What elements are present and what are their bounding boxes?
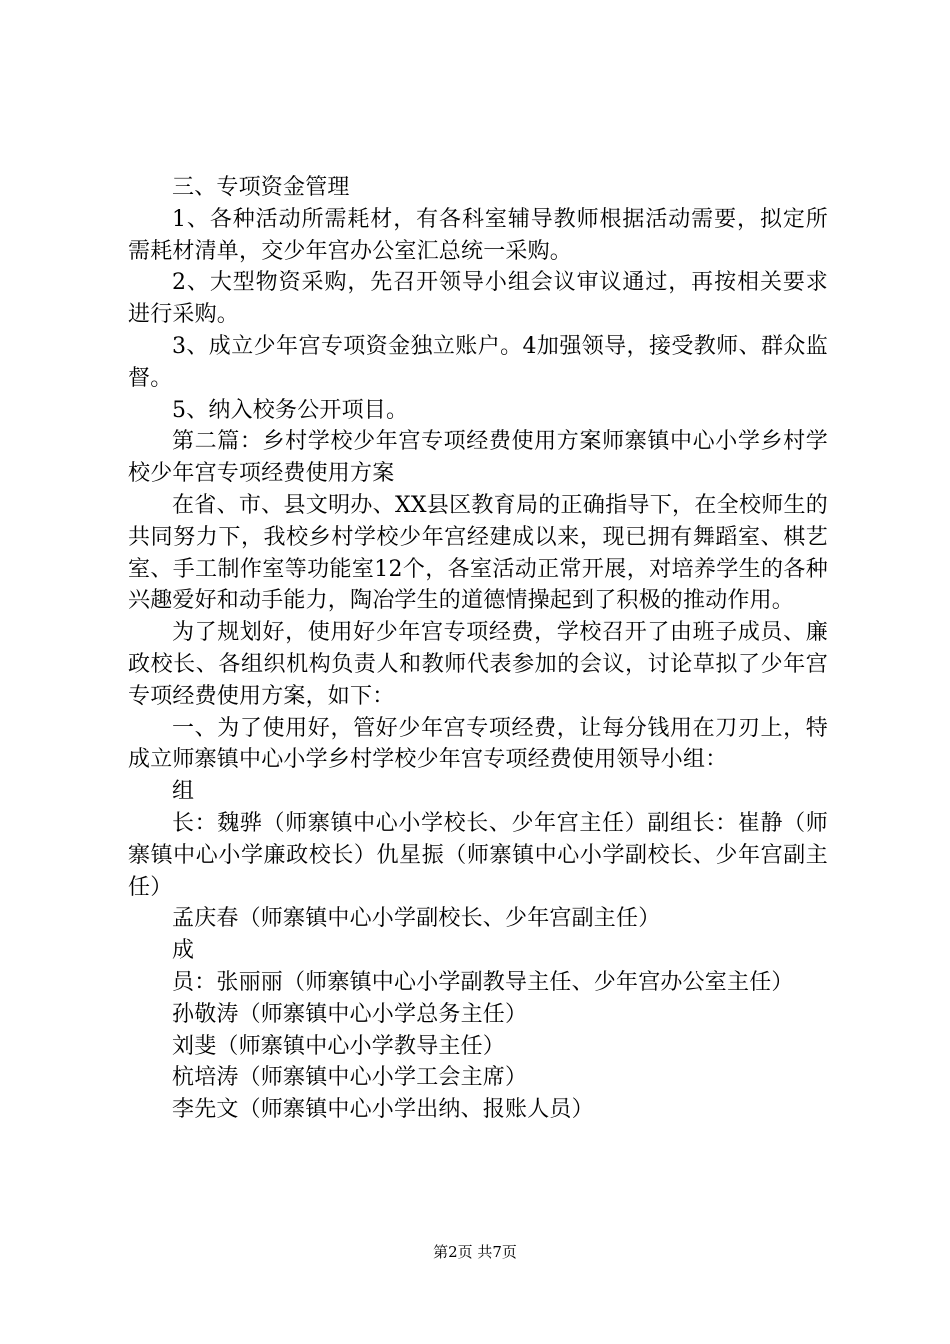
paragraph: 孟庆春（师寨镇中心小学副校长、少年宫副主任） <box>172 906 661 932</box>
paragraph: 5、纳入校务公开项目。 <box>172 397 409 423</box>
paragraph: 孙敬涛（师寨镇中心小学总务主任） <box>172 1001 528 1027</box>
paragraph: 李先文（师寨镇中心小学出纳、报账人员） <box>172 1097 594 1123</box>
paragraph: 为了规划好，使用好少年宫专项经费，学校召开了由班子成员、廉政校长、各组织机构负责人和教师代表参加的会议，讨论草拟了少年宫专项经费使用方案，如下： <box>128 620 828 709</box>
paragraph: 长：魏骅（师寨镇中心小学校长、少年宫主任）副组长：崔静（师寨镇中心小学廉政校长）仇星振（师寨镇中心小学副校长、少年宫副主任） <box>128 810 828 900</box>
paragraph: 员：张丽丽（师寨镇中心小学副教导主任、少年宫办公室主任） <box>172 969 794 995</box>
paragraph: 在省、市、县文明办、XX县区教育局的正确指导下，在全校师生的共同努力下，我校乡村学校少年宫经建成以来，现已拥有舞蹈室、棋艺室、手工制作室等功能室12个，各室活动正常开展，对培养学生的各种兴趣爱好和动手能力，陶冶学生的道德情操起到了积极的推动作用。 <box>128 492 828 614</box>
paragraph: 三、专项资金管理 <box>172 175 350 200</box>
paragraph: 成 <box>172 938 195 964</box>
paragraph: 2、大型物资采购，先召开领导小组会议审议通过，再按相关要求进行采购。 <box>128 270 828 328</box>
page-number: 第2页 共7页 <box>433 1243 517 1261</box>
paragraph: 刘斐（师寨镇中心小学教导主任） <box>172 1033 506 1059</box>
paragraph: 1、各种活动所需耗材，有各科室辅导教师根据活动需要，拟定所需耗材清单，交少年宫办公室汇总统一采购。 <box>128 206 828 264</box>
paragraph: 3、成立少年宫专项资金独立账户。4加强领导，接受教师、群众监督。 <box>128 333 828 391</box>
paragraph: 组 <box>172 779 195 805</box>
paragraph: 杭培涛（师寨镇中心小学工会主席） <box>172 1065 528 1091</box>
paragraph: 一、为了使用好，管好少年宫专项经费，让每分钱用在刀刃上，特成立师寨镇中心小学乡村学校少年宫专项经费使用领导小组： <box>128 715 828 773</box>
document-body <box>128 172 828 1126</box>
section-heading: 第二篇：乡村学校少年宫专项经费使用方案师寨镇中心小学乡村学校少年宫专项经费使用方案 <box>128 429 828 487</box>
